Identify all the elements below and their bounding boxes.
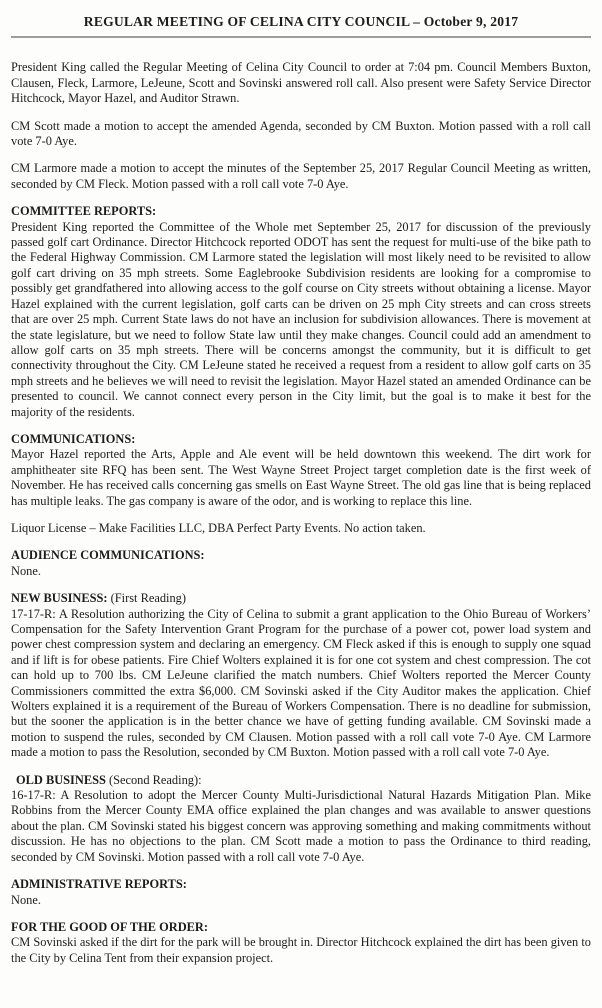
document-body xyxy=(11,60,591,966)
heading-old-business xyxy=(11,773,591,788)
heading-new-business-reading: (First Reading) xyxy=(107,591,186,606)
title-divider-rule xyxy=(11,36,591,38)
section-communications xyxy=(11,432,591,536)
section-new-business xyxy=(11,591,591,760)
paragraph-roll-call: President King called the Regular Meeting of Celina City Council to order at 7:04 pm. Council Members Buxton, Clausen, Fleck, Larmore, LeJeune, Scott and Sovinski answered roll call. Also present were Safety Service Director Hitchcock, Mayor Hazel, and Auditor Strawn. xyxy=(11,60,591,106)
section-administrative-reports xyxy=(11,877,591,908)
paragraph-new-business: 17-17-R: A Resolution authorizing the City of Celina to submit a grant application to the Ohio Bureau of Workers’ Compensation for the Safety Intervention Grant Program for the purchase of a power cot, power load system and power chest compression system and declaring an emergency. CM Fleck asked if this is enough to supply one squad and if lift is for obese patients. Fire Chief Wolters explained it is for one cot system and chest compression. The cot can hold up to 700 lbs. CM LeJeune clarified the match numbers. Chief Wolters reported the Mercer County Commissioners committed the extra $6,000. CM Sovinski asked if the City Auditor makes the application. Chief Wolters explained it is a requirement of the Bureau of Workers Compensation. There is no deadline for submission, but the sooner the application is in the better chance we have of getting funding available. CM Sovinski made a motion to suspend the rules, seconded by CM Clausen. Motion passed with a roll call vote 7-0 Aye. CM Larmore made a motion to pass the Resolution, seconded by CM Buxton. Motion passed with a roll call vote 7-0 Aye. xyxy=(11,606,591,760)
section-old-business xyxy=(11,773,591,865)
paragraph-minutes-motion: CM Larmore made a motion to accept the minutes of the September 25, 2017 Regular Council Meeting as written, seconded by CM Fleck. Motion passed with a roll call vote 7-0 Aye. xyxy=(11,161,591,191)
heading-audience-communications: AUDIENCE COMMUNICATIONS: xyxy=(11,548,205,563)
section-audience-communications xyxy=(11,548,591,579)
paragraph-old-business: 16-17-R: A Resolution to adopt the Mercer County Multi-Jurisdictional Natural Hazards Mitigation Plan. Mike Robbins from the Mercer County EMA office explained the plan changes and was available to answer questions about the plan. CM Sovinski stated his biggest concern was approving something and making commitments without discussion. He has no objections to the plan. CM Scott made a motion to pass the Ordinance to third reading, seconded by CM Sovinski. Motion passed with a roll call vote 7-0 Aye. xyxy=(11,788,591,864)
heading-old-business-reading: (Second Reading): xyxy=(105,772,202,787)
heading-new-business xyxy=(11,591,591,606)
heading-administrative-reports: ADMINISTRATIVE REPORTS: xyxy=(11,877,187,892)
paragraph-committee-reports: President King reported the Committee of the Whole met September 25, 2017 for discussion of the previously passed golf cart Ordinance. Director Hitchcock reported ODOT has sent the request for multi-use of the bike path to the Federal Highway Commission. CM Larmore stated the legislation will most likely need to be revisited to allow golf cart driving on 35 mph streets. Some Eaglebrooke Subdivision residents are looking for a compromise to possibly get grandfathered into allowing access to the golf course on City streets without obtaining a license. Mayor Hazel explained with the current legislation, golf carts can be driven on 25 mph City streets and can cross streets that are over 25 mph. Current State laws do not have an inclusion for subdivision allowances. There is movement at the state legislature, but we need to follow State law until they make changes. Council could add an amendment to allow golf carts on 35 mph streets. There will be concerns amongst the community, but it is difficult to get connectivity throughout the City. CM LeJeune stated he received a request from a resident to allow golf carts on 35 mph streets and he believes we will need to revisit the legislation. Mayor Hazel stated an amended Ordinance can be presented to council. We cannot connect every person in the City limit, but the goal is to make it best for the majority of the residents. xyxy=(11,219,591,419)
section-good-of-the-order xyxy=(11,920,591,966)
paragraph-good-of-the-order: CM Sovinski asked if the dirt for the park will be brought in. Director Hitchcock explained the dirt has been given to the City by Celina Tent from their expansion project. xyxy=(11,935,591,965)
section-committee-reports xyxy=(11,204,591,420)
document-title: REGULAR MEETING OF CELINA CITY COUNCIL – October 9, 2017 xyxy=(83,14,519,29)
paragraph-audience-communications: None. xyxy=(11,563,41,578)
paragraph-agenda-motion: CM Scott made a motion to accept the amended Agenda, seconded by CM Buxton. Motion passed with a roll call vote 7-0 Aye. xyxy=(11,118,591,149)
heading-old-business-label: OLD BUSINESS xyxy=(16,772,106,787)
heading-new-business-label: NEW BUSINESS: xyxy=(11,591,108,606)
paragraph-liquor-license: Liquor License – Make Facilities LLC, DBA Perfect Party Events. No action taken. xyxy=(11,520,426,535)
paragraph-administrative-reports: None. xyxy=(11,892,41,907)
heading-communications: COMMUNICATIONS: xyxy=(11,431,136,446)
heading-good-of-the-order: FOR THE GOOD OF THE ORDER: xyxy=(11,919,209,934)
paragraph-communications: Mayor Hazel reported the Arts, Apple and Ale event will be held downtown this weekend. The dirt work for amphitheater site RFQ has been sent. The West Wayne Street Project target completion date is the first week of November. He has received calls concerning gas smells on East Wayne Street. The old gas line that is being replaced has multiple leaks. The gas company is aware of the odor, and is working to replace this line. xyxy=(11,447,591,508)
heading-committee-reports: COMMITTEE REPORTS: xyxy=(11,204,157,219)
